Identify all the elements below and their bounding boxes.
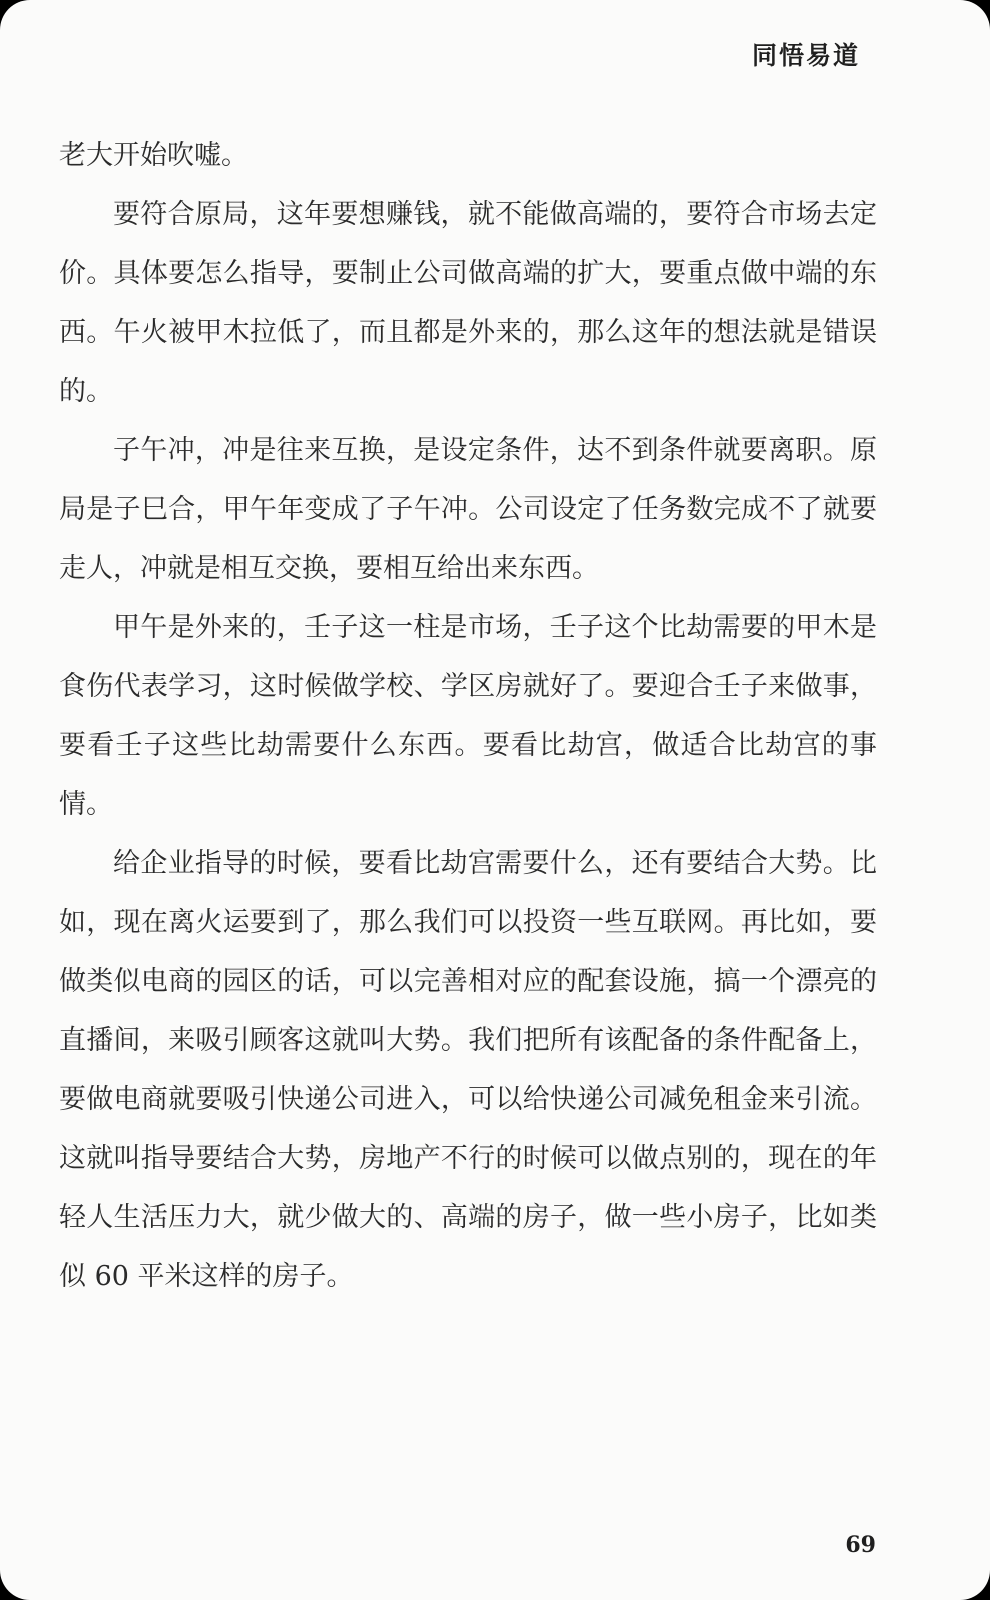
paragraph: 要符合原局，这年要想赚钱，就不能做高端的，要符合市场去定价。具体要怎么指导，要制止公司做高端的扩大，要重点做中端的东西。午火被甲木拉低了，而且都是外来的，那么这年的想法就是错误的。 [59,199,877,407]
paragraph: 甲午是外来的，壬子这一柱是市场，壬子这个比劫需要的甲木是食伤代表学习，这时候做学校、学区房就好了。要迎合壬子来做事，要看壬子这些比劫需要什么东西。要看比劫宫，做适合比劫宫的事情。 [59,612,877,820]
paragraph: 给企业指导的时候，要看比劫宫需要什么，还有要结合大势。比如，现在离火运要到了，那么我们可以投资一些互联网。再比如，要做类似电商的园区的话，可以完善相对应的配套设施，搞一个漂亮的直播间，来吸引顾客这就叫大势。我们把所有该配备的条件配备上，要做电商就要吸引快递公司进入，可以给快递公司减免租金来引流。这就叫指导要结合大势，房地产不行的时候可以做点别的，现在的年轻人生活压力大，就少做大的、高端的房子，做一些小房子，比如类似 60 平米这样的房子。 [59,848,877,1292]
paragraph-continued: 老大开始吹嘘。 [59,140,248,171]
running-header: 同悟易道 [751,41,860,70]
page-number: 69 [845,1532,876,1558]
body-text [59,126,877,1306]
paragraph: 子午冲，冲是往来互换，是设定条件，达不到条件就要离职。原局是子巳合，甲午年变成了子午冲。公司设定了任务数完成不了就要走人，冲就是相互交换，要相互给出来东西。 [59,435,877,584]
